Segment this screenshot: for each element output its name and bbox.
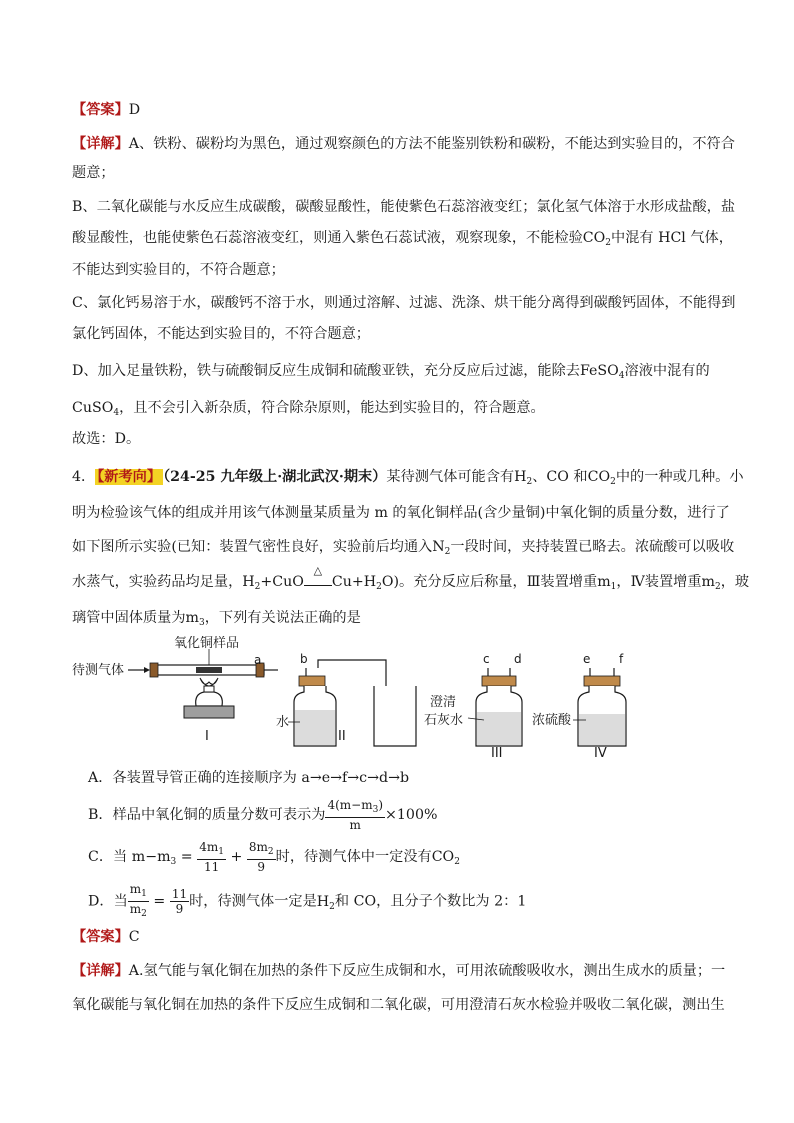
var-m3: $m_3$ — [185, 610, 205, 628]
detail-line — [72, 134, 735, 154]
question-line: 璃管中固体质量为$m_3$，下列有关说法正确的是 — [72, 610, 361, 628]
apparatus-II-label: II — [338, 729, 346, 744]
new-topic-tag: 【新考向】 — [97, 469, 162, 485]
answer-line — [72, 927, 140, 947]
detail-line: 【详解】A.氢气能与氧化铜在加热的条件下反应生成铜和水，可用浓硫酸吸收水，测出生成水的质量；一 — [72, 963, 726, 979]
heat-symbol: △ — [313, 564, 323, 577]
sulfuric-acid-fill — [579, 714, 625, 745]
answer-line — [72, 100, 140, 120]
answer-value: C — [128, 929, 140, 945]
port-e-label: e — [583, 652, 591, 666]
limewater-label-2: 石灰水 — [424, 713, 464, 728]
water-label: 水 — [276, 715, 290, 730]
gas-inlet-label: 待测气体 — [72, 663, 125, 678]
option-a: A．各装置导管正确的连接顺序为 a→e→f→c→d→b — [88, 770, 410, 786]
alcohol-lamp — [196, 692, 223, 706]
port-b-label: b — [300, 652, 308, 666]
detail-line: C、氯化钙易溶于水，碳酸钙不溶于水，则通过溶解、过滤、洗涤、烘干能分离得到碳酸钙固体，不能得到 — [72, 295, 736, 311]
detail-line: 题意； — [72, 165, 115, 181]
option-c: C．当 $m-m_3$ = $\frac{4m_1}{11}$ + $\frac{8m_2}{9}$ 时，待测气体中一定没有$CO_2$ — [88, 840, 460, 874]
acid-label: 浓硫酸 — [532, 713, 572, 728]
limewater-label-1: 澄清 — [430, 695, 457, 710]
port-a-label: a — [254, 653, 262, 667]
fraction-b: $\frac{4(m-m_3)}{m}$ — [327, 798, 383, 832]
detail-text: 中混有 HCl 气体， — [611, 230, 733, 246]
detail-line: B、二氧化碳能与水反应生成碳酸，碳酸显酸性，能使紫色石蕊溶液变红；氯化氢气体溶于水形成盐酸，盐 — [72, 199, 736, 215]
water-fill — [295, 710, 335, 745]
sample-label: 氧化铜样品 — [174, 636, 240, 651]
formula-h2: $H_2$ — [242, 574, 261, 592]
option-b: B．样品中氧化铜的质量分数可表示为 $\frac{4(m-m_3)}{m}$ ×100% — [88, 798, 438, 832]
fraction-c2: $\frac{8m_2}{9}$ — [248, 840, 274, 874]
detail-text: ，且不会引入新杂质，符合除杂原则，能达到实验目的，符合题意。 — [119, 400, 545, 416]
flame — [200, 678, 218, 686]
question-line: 水蒸气，实验药品均足量，$H_2+CuO$ △ $Cu+H_2O$)。充分反应后称量，Ⅲ装置增重$m_1$，Ⅳ装置增重$m_2$，玻 — [72, 564, 750, 592]
question-source: （24-25 九年级上·湖北武汉·期末） — [163, 469, 387, 485]
detail-text: D、加入足量铁粉，铁与硫酸铜反应生成铜和硫酸亚铁，充分反应后过滤，能除去 — [72, 363, 580, 379]
formula-feso4: FeSO$_4$ — [579, 363, 625, 381]
detail-text: A、铁粉、碳粉均为黑色，通过观察颜色的方法不能鉴别铁粉和碳粉，不能达到实验目的，不符合 — [128, 136, 735, 152]
formula-co2: $CO_2$ — [431, 849, 460, 867]
formula-cuso4: CuSO$_4$ — [72, 400, 120, 418]
question-line: 如下图所示实验(已知：装置气密性良好，实验前后均通入$N_2$一段时间，夹持装置已略去。浓硫酸可以吸收 — [72, 539, 735, 557]
detail-text: 溶液中混有的 — [624, 363, 710, 379]
apparatus-figure — [70, 636, 640, 762]
detail-label: 【详解】 — [72, 136, 129, 152]
port-f-label: f — [619, 652, 624, 666]
apparatus-I-label: I — [205, 729, 209, 744]
detail-text: 酸显酸性，也能使紫色石蕊溶液变红，则通入紫色石蕊试液，观察现象，不能检验 — [72, 230, 583, 246]
port-c-label: c — [483, 652, 490, 666]
lamp-stand — [184, 706, 234, 718]
fraction-c1: $\frac{4m_1}{11}$ — [199, 840, 224, 874]
answer-value: D — [128, 102, 141, 118]
detail-label: 【详解】 — [72, 963, 129, 979]
question-number: 4． — [72, 469, 96, 485]
heat-arrow — [304, 564, 332, 586]
choice-line: 故选：D。 — [72, 431, 141, 447]
apparatus-IV-label: IV — [594, 746, 607, 761]
detail-line: 氧化碳能与氧化铜在加热的条件下反应生成铜和二氧化碳，可用澄清石灰水检验并吸收二氧化碳，测出生 — [72, 997, 725, 1013]
detail-line — [72, 361, 710, 386]
formula-h2: $H_2$ — [514, 469, 533, 487]
question-line: 明为检验该气体的组成并用该气体测量某质量为 m 的氧化铜样品(含少量铜)中氧化铜的质量分数，进行了 — [72, 505, 730, 521]
detail-line: 氯化钙固体，不能达到实验目的，不符合题意； — [72, 326, 370, 342]
detail-line — [72, 398, 545, 423]
var-m1: $m_1$ — [597, 574, 617, 592]
beaker — [374, 686, 416, 746]
apparatus-III-visible: III — [491, 746, 503, 761]
port-d-label: d — [514, 652, 522, 666]
formula-co2: $CO_2$ — [582, 230, 611, 248]
answer-label: 【答案】 — [72, 929, 129, 945]
fraction-d1: $\frac{m_1}{m_2}$ — [129, 882, 147, 919]
var-m2: $m_2$ — [701, 574, 721, 592]
fraction-d2: $\frac{11}{9}$ — [171, 887, 188, 916]
formula-h2: $H_2$ — [316, 893, 335, 912]
formula-co2: $CO_2$ — [587, 469, 616, 487]
question-line: 4． 【新考向】 （24-25 九年级上·湖北武汉·期末）某待测气体可能含有$H_2$、CO 和$CO_2$中的一种或几种。小 — [72, 469, 744, 487]
answer-label: 【答案】 — [72, 102, 129, 118]
option-d: D．当 $\frac{m_1}{m_2}$ = $\frac{11}{9}$ 时，待测气体一定是$H_2$和 CO，且分子个数比为 2：1 — [88, 882, 527, 919]
formula-n2: $N_2$ — [432, 539, 451, 557]
copper-oxide-sample — [196, 667, 222, 673]
detail-line — [72, 228, 733, 253]
detail-line: 不能达到实验目的，不符合题意； — [72, 262, 285, 278]
